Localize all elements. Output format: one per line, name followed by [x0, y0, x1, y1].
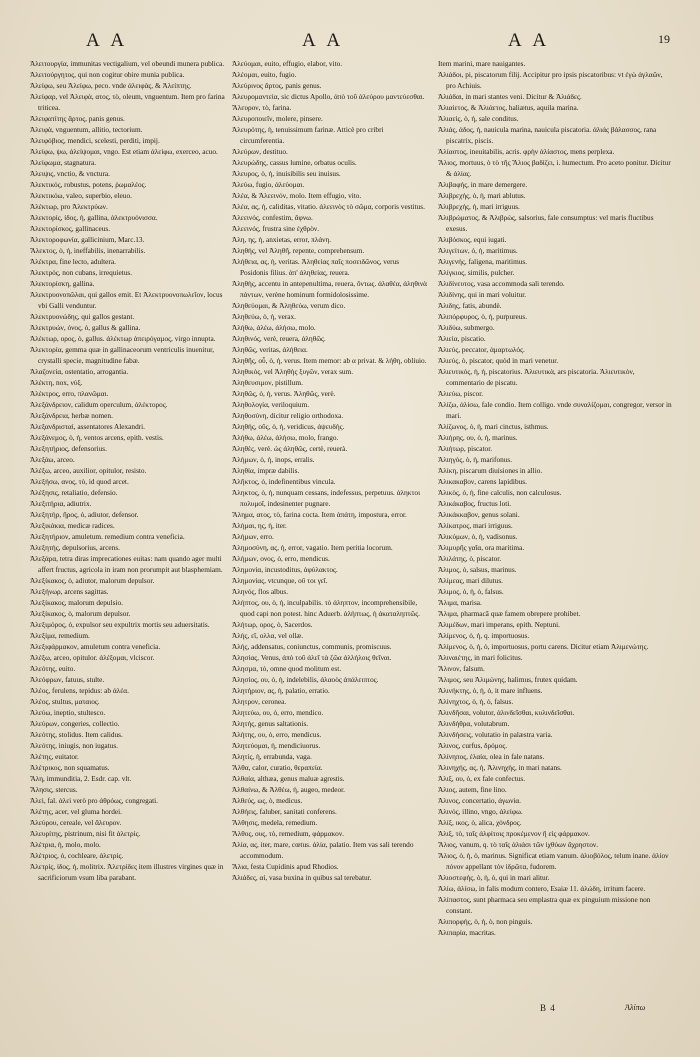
dictionary-entry: Ἀλέτρικος, non squamatus. — [30, 763, 110, 772]
dictionary-entry: Ἀλεκτορίς, ίδος, ἡ, gallina, ἀλεκτρυόνισσα. — [30, 213, 158, 222]
dictionary-entry: Ἁλιεύς, ὁ, piscator, quòd in mari venetur. — [438, 356, 559, 365]
dictionary-entry: Ἀλεότης, stolidus. Item calidus. — [30, 730, 123, 739]
dictionary-entry: Ἀλέτριος, ὁ, cochleare, ἀλετρίς. — [30, 851, 124, 860]
dictionary-entry: Ἀλινδήσεις, volutatio in palæstra varia. — [438, 730, 553, 739]
dictionary-entry: Ἁλιβρώματος, & Ἁλιβρώς, salsorius, fale consumptus: vel maris fluctibus exesus. — [438, 213, 654, 233]
dictionary-entry: Ἀλησίας, Venus, ἀπὸ τοῦ ἀλεῖ τὰ ζῶα ἀλλήλοις θεῖναι. — [232, 653, 392, 662]
dictionary-entry: Ἀλείφω, seu Ἀλείφω, peco. vnde ἀλειφὰς, & Ἀλείπτης. — [30, 81, 192, 90]
dictionary-entry: Ἁλιπορφής, ὁ, ἡ, ὁ, non pinguis. — [438, 917, 533, 926]
dictionary-entry: Ἀλευρότης, ἡ, tenuissimum farinæ. Atticè pro cribri circumferentia. — [232, 125, 384, 145]
dictionary-entry: Ἀλήμαι, ης, ἡ, iter. — [232, 521, 287, 530]
dictionary-entry: Ἄλθος, ους, τὸ, remedium, φάρμακον. — [232, 829, 344, 838]
dictionary-entry: Ἁλιγείτων, ὁ, ἡ, maritimus. — [438, 246, 518, 255]
dictionary-entry: Ἀλήμων, ονος, ὁ, erro, mendicus. — [232, 554, 330, 563]
dictionary-entry: Ἀλεξήνωρ, arcens sagittas. — [30, 587, 109, 596]
dictionary-entry: Ἀλεύω, fugio, ἀλεύομαι. — [232, 180, 305, 189]
dictionary-entry: Ἁλιήτωρ, piscator. — [438, 444, 493, 453]
dictionary-entry: Ἀληθῶς, ὁ, ἡ, verus. Ἀληθῶς, verè. — [232, 389, 336, 398]
dictionary-entry: Ἀλεκτρυών, όνος, ὁ, gallus & gallina. — [30, 323, 141, 332]
dictionary-entry: Ἀλειψις, vnctio, & vnctura. — [30, 169, 110, 178]
dictionary-entry: Ἀλη, ης, ἡ, anxietas, error, πλάνη. — [232, 235, 332, 244]
dictionary-entry: Ἄλησις, stercus. — [30, 785, 78, 794]
dictionary-entry: Ἀλευρος, ὁ, ἡ, inuisibilis seu inuisus. — [232, 169, 341, 178]
dictionary-entry: Ἀλῆκτος, ὁ, indefinentibus vincula. — [232, 477, 336, 486]
dictionary-entry: Ἅλιος, mortuus, ὁ τὸ τῆς Ἅλιος βαδίζει, i. humectum. Pro aceto ponitur. Dicitur & ἀλίας. — [438, 158, 671, 178]
dictionary-entry: Ἀλειτούργητος, qui non cogitur obire munia publica. — [30, 70, 185, 79]
dictionary-entry: Ἀλησμα, τὸ, omne quod molitum est. — [232, 664, 342, 673]
dictionary-entry: Ἀλικάκαβος, fructus loti. — [438, 499, 512, 508]
dictionary-entry: Ἁλιδύω, submergo. — [438, 323, 495, 332]
dictionary-entry: Ἀλιπαρία, macritas. — [438, 928, 496, 937]
column-middle — [232, 58, 427, 983]
dictionary-entry: Ἀλέτης, acer, vel gluma hordei. — [30, 807, 122, 816]
dictionary-entry: Ἀλέξω, arceo, opitulor. ἀλέξομαι, vlciscor. — [30, 653, 155, 662]
dictionary-entry: Ἀλεκτικός, robustus, potens, ῥωμαλέος. — [30, 180, 147, 189]
dictionary-entry: Ἁλιηγὸς, ὁ, ἡ, marifonus. — [438, 455, 513, 464]
dictionary-entry: Ἁλιβρεχής, ἡ, mari irriguus. — [438, 202, 520, 211]
column-left — [30, 58, 225, 983]
dictionary-entry: Ἁλιήρης, ου, ὁ, ἡ, marinus. — [438, 433, 518, 442]
dictionary-entry: Ἁλιεύω, piscor. — [438, 389, 484, 398]
dictionary-entry: Ἁλίμενος, ὁ, ἡ, q. importuosus. — [438, 631, 530, 640]
column-right — [438, 58, 674, 983]
dictionary-entry: Item marini, mare nauigantes. — [438, 59, 526, 68]
dictionary-entry: Ἀληθεύομαι, & Ἀληθεύω, verum dico. — [232, 301, 346, 310]
dictionary-entry: Ἀλειφατίτης ἄρτος, panis genus. — [30, 114, 125, 123]
dictionary-entry: Ἁλίκατρος, mari irriguus. — [438, 521, 513, 530]
dictionary-entry: Ἀλεότης, euito. — [30, 664, 76, 673]
dictionary-entry: Ἀλημονία, incustoditus, ἀφύλακτος. — [232, 565, 338, 574]
dictionary-entry: Ἀλεκτικόω, valeo, superbio, eleuo. — [30, 191, 132, 200]
dictionary-entry: Ἄλθα, calor, curatio, θεραπεία. — [232, 763, 323, 772]
dictionary-entry: Ἀληθευσιμον, pistillum. — [232, 378, 303, 387]
dictionary-entry: Ἀλθαία, althæa, genus maluæ agrestis. — [232, 774, 345, 783]
dictionary-entry: Ἀλεεινός, frustra sine ἐχθρὸν. — [232, 224, 320, 233]
dictionary-entry: Ἀλέτης, euitator. — [30, 752, 79, 761]
dictionary-entry: Ἁλιπόρφυρος, ὁ, ἡ, purpureus. — [438, 312, 528, 321]
dictionary-entry: Ἀλιάδες, αἱ, vasa buxina in quibus sal terebatur. — [232, 873, 372, 882]
dictionary-entry: Ἁλινδῆσαι, volutor, ἁλινδεῖσθαι, κυλινδεῖσθαι. — [438, 708, 575, 717]
dictionary-entry: Ἀλεὶ, fal. ἀλεὶ verò pro ἀθρόως, congregati. — [30, 796, 158, 805]
dictionary-entry: Ἀλίμενος, ὁ, ἡ, ὁ, importuosus, portu carens. Dicitur etiam Ἀλιμενώτης. — [438, 642, 649, 651]
dictionary-entry: Ἀλεόφρων, fatuus, stulte. — [30, 675, 105, 684]
dictionary-entry: Ἀλίκη, piscarum diuisiones in allio. — [438, 466, 543, 475]
dictionary-entry: Ἁλίζωνος, ὁ, ἡ, mari cinctus, isthmus. — [438, 422, 549, 431]
dictionary-entry: Ἀλήπτος, ου, ὁ, ἡ, inculpabilis. τὸ ἀληπτον, incomprehensibile, quod capi non potest. hinc Aduerb. ἀλήπτως, ἡ ἀκαταληπτῶς. — [232, 598, 420, 618]
dictionary-entry: Ἁλίαστος, ineuitabilis, acris. φρὴν ἀλίαστος, mens perplexa. — [438, 147, 615, 156]
dictionary-entry: Ἁλίζω, ἁλίσω, fale condio. Item colligo. vnde συναλίζομαι, congregor, versor in mari. — [438, 400, 672, 420]
dictionary-entry: Ἁλιευτικός, ἡ, ἡ, piscatorius. Ἁλιευτικὰ, ars piscatoria. Ἁλιευτικὸν, commentario de piscatu. — [438, 367, 635, 387]
dictionary-entry: Ἁλικύμων, ὁ, ἡ, vadisonus. — [438, 532, 518, 541]
dictionary-entry: Ἁλιάδοι, pi, piscatorum filij. Accipitur pro ipsis piscatoribus: vt ἐγὼ ἀγλαῶν, pro Achiuis. — [438, 70, 663, 90]
dictionary-entry: Ἀληθινός, verè, reuera, ἀληθῶς. — [232, 334, 326, 343]
dictionary-entry: Ἀλής, addensatus, coniunctus, communis, promiscuus. — [232, 642, 392, 651]
dictionary-entry: Ἀλεξητήριος, defensorius. — [30, 444, 107, 453]
dictionary-entry: Ἀλήμων, ὁ, ἡ, inops, erralis. — [232, 455, 315, 464]
dictionary-entry: Ἀλεξικάκια, medicæ radices. — [30, 521, 115, 530]
dictionary-entry: Ἄλη, immunditia, 2. Esdr. cap. vlt. — [30, 774, 132, 783]
dictionary-entry: Ἁλίω, ἁλίσω, in falis modum contero, Esaiæ 11. ἀλώδη, irritum facere. — [438, 884, 646, 893]
dictionary-entry: Ἀλήτης, ου, ὁ, erro, mendicus. — [232, 730, 322, 739]
dictionary-entry: Ἀλέκτρα, fine lecto, adultera. — [30, 257, 116, 266]
dictionary-entry: Ἀλετρίς, ίδος, ἡ, molitrix. Ἀλετρίδες item illustres virgines quæ in sacrificiorum vsum liba parabant. — [30, 862, 224, 882]
dictionary-entry: Ἀλητίς, ἡ, errabunda, vaga. — [232, 752, 312, 761]
dictionary-entry: Ἀλεύω, ineptio, stultesco. — [30, 708, 106, 717]
dictionary-entry: Ἁλιεία, piscatio. — [438, 334, 486, 343]
dictionary-entry: Ἀλιμος, ὁ, salsus, marinus. — [438, 565, 517, 574]
dictionary-entry: Ἁλίγκιος, similis, pulcher. — [438, 268, 515, 277]
dictionary-entry: Ἀληθὲς, verè. ὡς ἀληθῶς, certè, reuerà. — [232, 444, 348, 453]
dictionary-entry: Ἀλεκτορίσκη, gallina. — [30, 279, 95, 288]
dictionary-entry: Ἁλιβρεχής, ὁ, ἡ, mari ablutus. — [438, 191, 526, 200]
dictionary-entry: Ἄλθησις, medela, remedium. — [232, 818, 318, 827]
dictionary-entry: Ἀλήτωρ, ορος, ὁ, Sacerdos. — [232, 620, 313, 629]
dictionary-entry: Ἁλιμυρῆς γαῖα, ora maritima. — [438, 543, 525, 552]
dictionary-entry: Ἄλιμος, seu Ἀλιμώνης, halimus, frutex quidam. — [438, 675, 578, 684]
dictionary-entry: Ἁλίνηπος, ἐλαία, olea in fale natans. — [438, 752, 545, 761]
dictionary-entry: Ἀλητήριον, ας, ἡ, palatio, erratio. — [232, 686, 330, 695]
dictionary-entry: Ἀλειφὰ, vnguentum, allitio, tectorium. — [30, 125, 143, 134]
dictionary-entry: Ἀλήμων, erro. — [232, 532, 274, 541]
dictionary-entry: Ἀλεκτοροφωνία, gallicinium, Marc.13. — [30, 235, 145, 244]
dictionary-entry: Ἄλινον, falsum. — [438, 664, 485, 673]
dictionary-entry: Ἀλέξησις, retaliatio, defensio. — [30, 488, 118, 497]
dictionary-entry: Ἀλεύρινος ἄρτος, panis genus. — [232, 81, 322, 90]
dictionary-entry: Ἀλινος, concertatio, ἀγωνία. — [438, 796, 521, 805]
dictionary-entry: Ἄλημα, ατος, τὸ, farina cocta. Item ἀπάτη, impostura, error. — [232, 510, 407, 519]
dictionary-entry: Ἀλέτρια, ἡ, molo, molo. — [30, 840, 101, 849]
dictionary-entry: Ἁλιδίνης, qui in mari voluitur. — [438, 290, 527, 299]
dictionary-entry: Ἀλαζονεία, ostentatio, arrogantia. — [30, 367, 129, 376]
dictionary-entry: Ἀλθαίνω, & Ἀλθέω, ἡ, augeo, medeor. — [232, 785, 345, 794]
dictionary-entry: Ἀλητρον, ceronea. — [232, 697, 287, 706]
dictionary-entry: Ἀλινδήθρα, volutabrum. — [438, 719, 510, 728]
dictionary-entry: Ἀλεύομαι, euito, effugio, elabor, vito. — [232, 59, 343, 68]
dictionary-entry: Ἀλημονίας, vtcunque, οὔ τοι γεῖ. — [232, 576, 328, 585]
dictionary-entry: Ἅλιος, vanum, q. τὸ ταῖς ἁλιάσι τῶν ἰχθύων ἄχρηστον. — [438, 840, 599, 849]
dictionary-entry: Ἀληθῆς, οὖ, ὁ, ἡ, verus. Item memor: ab α privat. & λήθη, obliuio. — [232, 356, 427, 365]
dictionary-entry: Ἀλεύρου, cereale, vel ἄλευρον. — [30, 818, 122, 827]
dictionary-entry: Ἁλινηχής, ας, ἡ, Ἁλινηχὴς, in mari natans. — [438, 763, 562, 772]
dictionary-entry: Ἀλεξάνδρεια, herbæ nomen. — [30, 411, 113, 420]
dictionary-entry: Ἁλινος, curfus, δρόμος. — [438, 741, 508, 750]
dictionary-entry: Ἀλέος, ferulens, tepidus: ab ἀλέα. — [30, 686, 129, 695]
dictionary-entry: Ἀλητής, genus saltationis. — [232, 719, 309, 728]
dictionary-entry: Ἁλίμεας, mari dilutus. — [438, 576, 503, 585]
dictionary-entry: Ἀλευρομαντεία, sic dictus Apollo, ἀπὸ τοῦ ἀλεύρου μαντεύεσθαι. — [232, 92, 425, 101]
dictionary-entry: Ἀλειτουργία, immunitas vectigalium, vel obeundi munera publica. — [30, 59, 225, 68]
dictionary-entry: Ἀλέξω, arceo, auxilior, opitulor, resisto. — [30, 466, 147, 475]
running-header — [30, 30, 670, 52]
dictionary-entry: Ἀληθὴς, accentu in antepenultima, reuera, ὄντως. ἀλαθέα, ἀληθινὰ πάντων, verène hominum formidolosissime. — [232, 279, 427, 299]
dictionary-entry: Ἀλεξίκακος, ὁ, malorum depulsor. — [30, 609, 131, 618]
dictionary-entry: Ἁλίξ, ικος, ὁ, alica, χόνδρος. — [438, 818, 522, 827]
dictionary-entry: Ἁλιναιέτης, in mari folicitus. — [438, 653, 523, 662]
dictionary-entry: Ἀλέομαι, euito, fugio. — [232, 70, 297, 79]
dictionary-entry: Ἅλια, festa Cupidinis apud Rhodios. — [232, 862, 339, 871]
dictionary-entry: Ἀλεξίκακος, ὁ, adiutor, malorum depulsor. — [30, 576, 155, 585]
header-center: A A — [302, 30, 345, 51]
dictionary-entry: Ἄλιμα, pharmacā quæ famem obrepere prohibet. — [438, 609, 581, 618]
dictionary-entry: Ἀλείφαρ, vel Ἀλειφὰ, ατος, τὸ, oleum, vnguentum. Item pro farina triticea. — [30, 92, 225, 112]
dictionary-entry: Ἀλεκτρυονοπῶλαι, qui gallos emit. Et Ἀλεκτρυονοπωλεῖον, locus vbi Galli venduntur. — [30, 290, 223, 310]
dictionary-entry: Ἁλιμος, ὁ, ἡ, ὁ, falsus. — [438, 587, 504, 596]
dictionary-entry: Ἀλικάκκαβον, genus solani. — [438, 510, 520, 519]
dictionary-entry: Ἀλέα, & Ἀλεεινόν, molo. Item effugio, vito. — [232, 191, 362, 200]
dictionary-entry: Ἀλεξιμόρος, ὁ, expulsor seu expultrix mortis seu aduersitatis. — [30, 620, 210, 629]
dictionary-entry: Ἀλεξήσω, ανος, τὸ, id quod arcet. — [30, 477, 129, 486]
dictionary-entry: Ἀλεξητήρ, ῆρος, ὁ, adiutor, defensor. — [30, 510, 139, 519]
dictionary-entry: Ἀλεκτρυονώδης, qui gallos gestant. — [30, 312, 135, 321]
dictionary-entry: Ἀλεξάνδρειον, calidum operculum, ἀλέκτορος. — [30, 400, 168, 409]
dictionary-entry: Ἀλήθω, ἀλέω, ἀλήσω, molo. — [232, 323, 316, 332]
dictionary-entry: Ἀλεκτορία, gemma quæ in gallinaceorum ventriculis inuenitur, crystalli specie, magnitudine fabæ. — [30, 345, 215, 365]
dictionary-entry: Ἀλείφωμα, stagnatura. — [30, 158, 97, 167]
dictionary-entry: Ἀλεύρων, destituo. — [232, 147, 288, 156]
dictionary-entry: Ἀλείφω, ψω, ἀλείψομαι, vngo. Est etiam ἀλείφω, exerceo, acuo. — [30, 147, 218, 156]
dictionary-entry: Ἁλιεύς, peccator, ἁμαρτωλός. — [438, 345, 525, 354]
header-left: A A — [86, 30, 129, 51]
dictionary-entry: Ἀλημοσύνη, ας, ἡ, error, vagatio. Item peritia locorum. — [232, 543, 393, 552]
dictionary-entry: Ἁλιξ, τὸ, ταῖς ἀλφίτοις προκέμενον ἢ εἰς φάρμακον. — [438, 829, 590, 838]
dictionary-entry: Ἁλίνηχτος, ὁ, ἡ, ὁ, falsus. — [438, 697, 514, 706]
dictionary-entry: Ἁλινήκτης, ὁ, ἡ, ὁ, it mare influens. — [438, 686, 543, 695]
dictionary-entry: Ἀληθία, impræ dabilis. — [232, 466, 300, 475]
dictionary-entry: Ἀλία, ας, iter, mare, cœtus. ἀλία, palatio. Item vas sali terendo accommodum. — [232, 840, 414, 860]
dictionary-entry: Ἀλεξάνεμος, ὁ, ἡ, ventos arcens, epith. vestis. — [30, 433, 164, 442]
dictionary-entry: Ἀλέα, ας, ἡ, caliditas, vitatio. ἀλεεινὸς τὸ σῶμα, corporis vestitus. — [232, 202, 425, 211]
dictionary-entry: Ἀλευροποιεῖν, molere, pinsere. — [232, 114, 323, 123]
dictionary-entry: Ἁλίπαστος, sunt pharmaca seu emplastra quæ ex pinguium missione non constant. — [438, 895, 651, 915]
dictionary-entry: Ἀληθοσύνη, dicitur religio orthodoxa. — [232, 411, 344, 420]
dictionary-entry: Ἀλεξίμα, remedium. — [30, 631, 90, 640]
dictionary-entry: Ἀλεξανδρισταί, assentatores Alexandri. — [30, 422, 145, 431]
dictionary-entry: Ἀληνός, flos albus. — [232, 587, 289, 596]
dictionary-entry: Ἀληθής, οῦς, ὁ, ἡ, veridicus, ἀψευδὴς. — [232, 422, 345, 431]
dictionary-entry: Ἀλθήεις, faluber, sanitati conferens. — [232, 807, 337, 816]
dictionary-entry: Ἁλιαίετος, & Ἁλιάετος, haliætus, aquila marina. — [438, 103, 579, 112]
signature-mark: B 4 — [540, 1003, 556, 1013]
dictionary-entry: Ἀλεξάω, arceo. — [30, 455, 75, 464]
dictionary-entry: Ἁλιβόσκος, equi iugati. — [438, 235, 507, 244]
dictionary-entry: Ἀληθολογία, veriloquium. — [232, 400, 310, 409]
dictionary-entry: Ἁλιάδαι, in mari stantes veni. Dicitur & Ἁλιάδες. — [438, 92, 582, 101]
dictionary-entry: Ἀλεξητής, depulsorius, arcens. — [30, 543, 120, 552]
dictionary-entry: Ἀλιδης, fatis, abundè. — [438, 301, 502, 310]
dictionary-entry: Ἀλεότης, iniugis, non iugatus. — [30, 741, 118, 750]
dictionary-entry: Ἀληθικὸς, vel Ἀληθὴς ξυγῶν, verax sum. — [232, 367, 354, 376]
dictionary-entry: Ἀλέκτρος, erro, πλανῶμαι. — [30, 389, 109, 398]
dictionary-entry: Ἀλεκτορίσκος, gallinaceus. — [30, 224, 111, 233]
dictionary-entry: Ἀλής, εῖ, ολλα, vel ollæ. — [232, 631, 304, 640]
dictionary-entry: Ἀλιάς, ἀδος, ἡ, nauicula marina, nauicula piscatoria. ἀλιάς βάλασσος, rana piscatrix, piscis. — [438, 125, 657, 145]
dictionary-entry: Ἁλιγενής, faligena, maritimus. — [438, 257, 528, 266]
dictionary-entry: Ἁλιλάτης, ὁ, piscator. — [438, 554, 502, 563]
dictionary-entry: Ἀλεκτρός, non cubans, irrequietus. — [30, 268, 133, 277]
dictionary-entry: Ἀλεξάρα, tetra diras imprecationes euitas: nam quando ager multi affert fructus, agricola in iram non prorumpit aut blasphemiam. — [30, 554, 223, 574]
dictionary-entry: Ἀλεξιτήρια, adiutrix. — [30, 499, 92, 508]
dictionary-entry: Ἀλεύρων, congeries, collectio. — [30, 719, 120, 728]
dictionary-entry: Ἀλέκτωρ, ορος, ὁ, gallus. ἀλέκτωρ ἀπειρόγαμος, virgo innupta. — [30, 334, 216, 343]
header-right: A A — [508, 30, 551, 51]
dictionary-entry: Ἀληθῶς, veritas, ἀλήθεια. — [232, 345, 308, 354]
dictionary-entry: Ἀλέκτωρ, pro Ἀλεκτρύων. — [30, 202, 108, 211]
dictionary-entry: Ἁλιαεὶς, ὁ, ἡ, sale conditus. — [438, 114, 519, 123]
dictionary-entry: Ἀλευρίτης, pistrinum, nisi fit ἀλετρίς. — [30, 829, 141, 838]
dictionary-entry: Ἁλικὸς, ὁ, ἡ, fine calculis, non calculosus. — [438, 488, 562, 497]
dictionary-entry: Ἀλεξιφάρμακον, amuletum contra veneficia. — [30, 642, 161, 651]
dictionary-entry: Ἀλεξητήριον, amuletum. remedium contra veneficia. — [30, 532, 185, 541]
dictionary-entry: Ἀληθεύω, ὁ, ἡ, verax. — [232, 312, 296, 321]
dictionary-entry: Ἀλήθεια, ας, ἡ, veritas. Ἀληθείας παῖς ποσειδῶνος, verus Posidonis filius. ἀπ' ἀληθείας, reuera. — [232, 257, 400, 277]
dictionary-entry: Ἀλητεύω, ου, ὁ, erro, mendico. — [232, 708, 324, 717]
dictionary-entry: Ἀλιξ, ου, ὁ, ex fale confectus. — [438, 774, 526, 783]
dictionary-entry: Ἅλιος, ὁ, ἡ, ὁ, marinus. Significat etiam vanum. ἁλιοβόλος, telum inane. ἁλίον πόνον appellant τὸν ἱδρῶτα, fudorem. — [438, 851, 669, 871]
dictionary-entry: Ἁλιβαφής, in mare demergere. — [438, 180, 528, 189]
dictionary-entry: Ἄλιμα, marisa. — [438, 598, 482, 607]
dictionary-entry: Ἀλησίος, ου, ὁ, ἡ, indelebilis, ἀλαοὸς ἀπάλειπτος. — [232, 675, 379, 684]
dictionary-entry: Ἁλινός, illino, vngo, ἀλείφω. — [438, 807, 523, 816]
dictionary-entry: Ἀλευρώδης, cassus lumine, orbatus oculis. — [232, 158, 357, 167]
dictionary-entry: Ἀλήθω, ἀλέω, ἀλήσω, molo, frango. — [232, 433, 339, 442]
dictionary-entry: Ἀλεξίκακος, malorum depulsio. — [30, 598, 123, 607]
dictionary-entry: Ἀλητεύομαι, ἡ, mendiciuorus. — [232, 741, 321, 750]
dictionary-entry: Ἁλιδίνευτος, vasa accommoda sali terendo. — [438, 279, 565, 288]
dictionary-entry: Ἄλευρον, τὸ, farina. — [232, 103, 292, 112]
dictionary-entry: Ἄλεκτος, ὁ, ἡ, ineffabilis, inenarrabilis. — [30, 246, 146, 255]
dictionary-entry: Ἀλέος, stultus, ματαιος. — [30, 697, 100, 706]
dictionary-entry: Ἀλεεινός, confestim, ἄφνω. — [232, 213, 313, 222]
dictionary-entry: Ἁλιοστεφής, ὁ, ἡ, ὁ, qui in mari alitur. — [438, 873, 550, 882]
catchword: Ἀλίπω — [625, 1003, 646, 1012]
dictionary-entry: Ἀλέκτη, nox, νύξ. — [30, 378, 83, 387]
page-number: 19 — [658, 32, 670, 46]
dictionary-entry: Ἀληθής, vel Ἀληθῆ, repente, comprehensum. — [232, 246, 365, 255]
dictionary-entry: Ἁλιος, autem, fine lino. — [438, 785, 507, 794]
dictionary-entry: Ἁλιμέδων, mari imperans, epith. Neptuni. — [438, 620, 561, 629]
dictionary-entry: Ἀλθεύς, ως, ὁ, medicus. — [232, 796, 303, 805]
dictionary-entry: Ἀλειφόβιος, mendici, scelesti, perditi, impij. — [30, 136, 160, 145]
dictionary-entry: Ἀληκτος, ὁ, ἡ, nunquam cessans, indefessus, perpetuus. ἀληκτοι πολυμοῖ, indesinenter pugnare. — [232, 488, 421, 508]
dictionary-entry: Ἁλικακαβον, carens lapidibus. — [438, 477, 527, 486]
